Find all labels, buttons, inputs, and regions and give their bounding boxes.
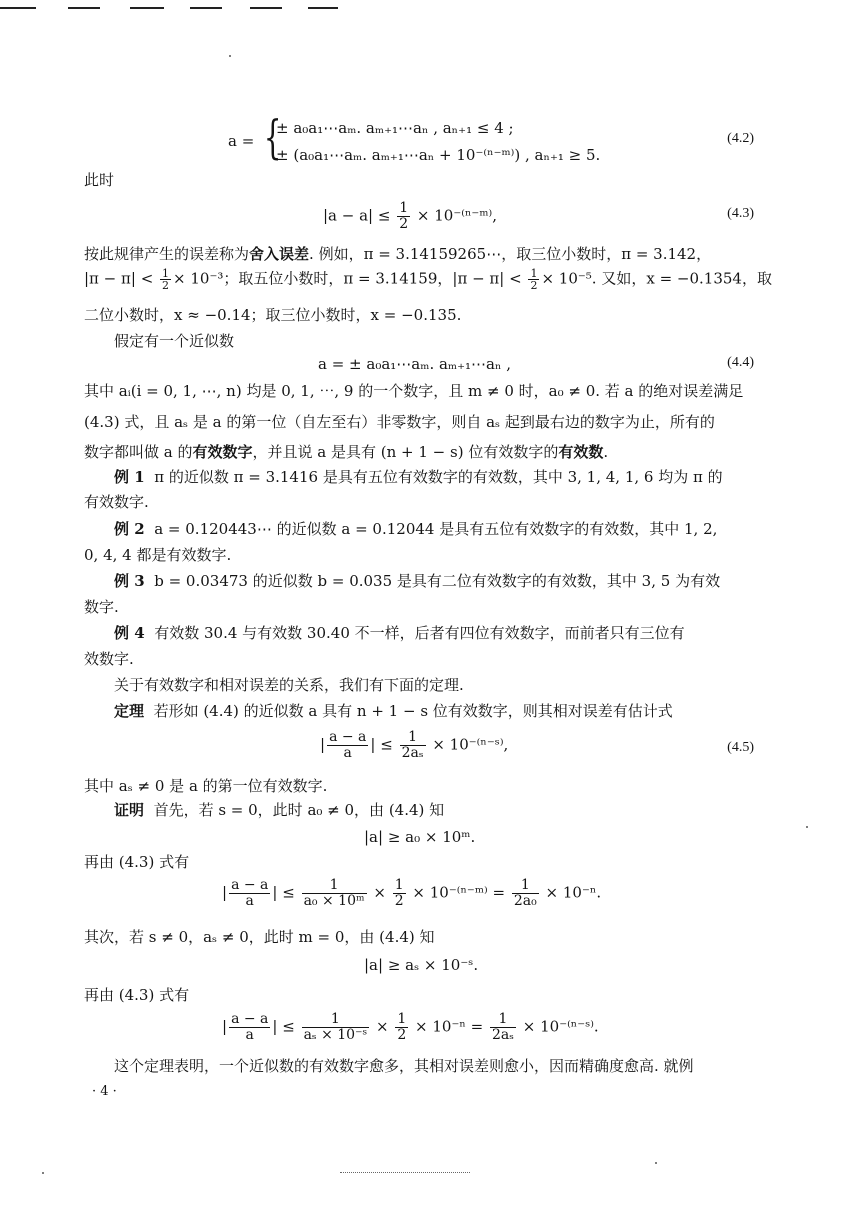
text-line (84, 244, 711, 264)
numerator: 1 (302, 1012, 370, 1028)
text-span: 数字都叫做 a 的 (84, 443, 193, 461)
numerator: a − a (231, 1011, 269, 1027)
denominator: 2 (394, 893, 404, 909)
text-line: 再由 (4.3) 式有 (84, 986, 190, 1004)
header-rule (130, 7, 164, 9)
fraction (512, 878, 539, 909)
text-span: . 例如，π = 3.14159265⋯，取三位小数时，π = 3.142， (309, 245, 712, 263)
text-line: 效数字. (84, 650, 134, 668)
denominator: 2 (399, 216, 409, 232)
equation-number: (4.4) (727, 355, 754, 370)
example-1 (114, 467, 723, 487)
fraction (160, 268, 171, 291)
equation-4-5: | $\frac{a - a}{a}$ | ≤ $\frac{1}{\text{2aₛ}}$ × 10⁻⁽ⁿ⁻ˢ⁾, (320, 729, 509, 761)
text-line: 关于有效数字和相对误差的关系，我们有下面的定理. (114, 676, 464, 694)
text-span: 按此规律产生的误差称为 (84, 245, 250, 263)
fraction (528, 268, 539, 291)
scan-speck (42, 1172, 44, 1174)
fraction (302, 878, 367, 909)
header-rule (0, 7, 36, 9)
fraction (302, 1012, 370, 1043)
header-rule (250, 7, 282, 9)
equation-4-2-case2: ± (a₀a₁⋯aₘ. aₘ₊₁⋯aₙ + 10⁻⁽ⁿ⁻ᵐ⁾) , aₙ₊₁ ≥ 5. (276, 146, 601, 164)
eq-mid: × 10⁻ⁿ = (415, 1017, 484, 1036)
eq-op: ≤ (282, 883, 295, 902)
equation-4-3 (323, 201, 497, 232)
text-span: 有效数 30.4 与有效数 30.40 不一样，后者有四位有效数字，而前者只有三位有 (154, 624, 685, 642)
proof-equation-3: |a| ≥ aₛ × 10⁻ˢ. (364, 956, 479, 974)
fraction (327, 730, 368, 761)
numerator: 1 (490, 1012, 516, 1028)
eq-lhs: |a − a| ≤ (323, 206, 391, 225)
text-span: b = 0.03473 的近似数 b = 0.035 是具有二位有效数字的有效数，其中 3, 5 为有效 (154, 572, 721, 590)
fraction (395, 1012, 408, 1043)
left-brace: { (263, 110, 282, 164)
denominator: 2 (162, 279, 170, 292)
equation-4-2-lhs: a = (228, 132, 255, 150)
proof-equation-2: | $\frac{a - a}{a}$ | ≤ $\frac{1}{\text{a₀ × 10ᵐ}}$ × $\frac{1}{2}$ × 10⁻⁽ⁿ⁻ᵐ⁾ = $\frac{1}{\text{2a₀}}$ × 10⁻ⁿ. (222, 877, 602, 909)
equation-4-2-case1: ± a₀a₁⋯aₘ. aₘ₊₁⋯aₙ , aₙ₊₁ ≤ 4 ; (276, 119, 514, 137)
eq-op: × (375, 1017, 389, 1036)
eq-rhs: × 10⁻⁽ⁿ⁻ᵐ⁾, (416, 206, 498, 225)
text-line: 二位小数时，x ≈ −0.14；取三位小数时，x = −0.135. (84, 306, 462, 324)
equation-number: (4.2) (727, 131, 754, 146)
denominator: a (245, 1027, 254, 1043)
denominator: 2 (397, 1027, 407, 1043)
text-span: a = 0.120443⋯ 的近似数 a = 0.12044 是具有五位有效数字的有效数，其中 1, 2, (154, 520, 718, 538)
text-line: (4.3) 式，且 aₛ 是 a 的第一位（自左至右）非零数字，则自 aₛ 起到最右边的数字为止，所有的 (84, 413, 715, 431)
eq-op: ≤ (380, 735, 393, 754)
fraction (229, 1012, 270, 1043)
numerator: 1 (530, 267, 538, 280)
eq-op: × (373, 883, 386, 902)
proof-equation-1: |a| ≥ a₀ × 10ᵐ. (364, 828, 476, 846)
text-line: 假定有一个近似数 (114, 332, 235, 350)
equation-4-4: a = ± a₀a₁⋯aₘ. aₘ₊₁⋯aₙ , (318, 355, 512, 373)
text-span: × 10⁻⁵. 又如，x = −0.1354，取 (541, 269, 772, 288)
denominator: 2a₀ (513, 893, 537, 909)
example-4 (114, 623, 685, 643)
example-3 (114, 571, 720, 591)
eq-mid: × 10⁻⁽ⁿ⁻ᵐ⁾ = (412, 883, 506, 902)
denominator: a (343, 745, 352, 761)
denominator: a₀ × 10ᵐ (303, 893, 365, 909)
text-line (84, 268, 772, 291)
text-span: ，并且说 a 是具有 (n + 1 − s) 位有效数字的 (252, 443, 559, 461)
term-significant-number: 有效数 (558, 443, 604, 461)
proof-label: 证明 (114, 801, 145, 819)
text-span: 首先，若 s = 0，此时 a₀ ≠ 0，由 (4.4) 知 (153, 801, 445, 819)
theorem-label: 定理 (114, 702, 145, 720)
denominator: aₛ × 10⁻ˢ (303, 1027, 368, 1043)
proof-equation-4: | $\frac{a - a}{a}$ | ≤ $\frac{1}{\text{aₛ × 10⁻ˢ}}$ × $\frac{1}{2}$ × 10⁻ⁿ = $\frac{1}{\text{2aₛ}}$ × 10⁻⁽ⁿ⁻ˢ⁾. (222, 1011, 599, 1043)
example-label: 例 2 (114, 520, 145, 538)
numerator: 1 (162, 267, 170, 280)
equation-number: (4.3) (727, 206, 754, 221)
eq-op: ≤ (282, 1017, 295, 1036)
denominator: 2aₛ (401, 745, 424, 761)
example-2 (114, 519, 717, 539)
text-line (84, 442, 608, 462)
header-rule (308, 7, 338, 9)
scan-speck (655, 1162, 657, 1164)
text-line: 有效数字. (84, 493, 149, 511)
numerator: 1 (394, 877, 404, 893)
term-rounding-error: 舍入误差 (249, 245, 310, 263)
term-significant-digit: 有效数字 (192, 443, 253, 461)
text-span: |π − π| < (84, 269, 154, 288)
denominator: a (245, 893, 254, 909)
text-span: × 10⁻³；取五位小数时，π = 3.14159，|π − π| < (173, 269, 522, 288)
text-span: 若形如 (4.4) 的近似数 a 具有 n + 1 − s 位有效数字，则其相对误差有估计式 (153, 702, 673, 720)
text-line: 再由 (4.3) 式有 (84, 853, 190, 871)
example-label: 例 4 (114, 624, 145, 642)
numerator: 1 (399, 200, 409, 216)
fraction (229, 878, 270, 909)
text-line: 这个定理表明，一个近似数的有效数字愈多，其相对误差则愈小，因而精确度愈高. 就例 (114, 1057, 694, 1075)
example-label: 例 3 (114, 572, 145, 590)
text-line: 0, 4, 4 都是有效数字. (84, 546, 232, 564)
fraction (393, 878, 406, 909)
header-rule (190, 7, 222, 9)
denominator: 2aₛ (492, 1027, 514, 1043)
scan-artifact (340, 1172, 470, 1174)
header-rule (68, 7, 100, 9)
denominator: 2 (530, 279, 538, 292)
text-line: 数字. (84, 598, 119, 616)
fraction (397, 201, 410, 232)
eq-rhs: × 10⁻ⁿ. (545, 883, 602, 902)
eq-rhs: × 10⁻⁽ⁿ⁻ˢ⁾. (522, 1017, 599, 1036)
proof (114, 800, 444, 820)
text-line: 其中 aᵢ(i = 0, 1, ⋯, n) 均是 0, 1, ⋯, 9 的一个数字，且 m ≠ 0 时，a₀ ≠ 0. 若 a 的绝对误差满足 (84, 382, 744, 400)
text-span: π 的近似数 π = 3.1416 是具有五位有效数字的有效数，其中 3, 1, 4, 1, 6 均为 π 的 (154, 468, 723, 486)
text-line: 其次，若 s ≠ 0，aₛ ≠ 0，此时 m = 0，由 (4.4) 知 (84, 928, 435, 946)
equation-number: (4.5) (727, 740, 754, 755)
scan-speck (229, 55, 231, 57)
text-span: . (603, 443, 609, 461)
numerator: a − a (231, 877, 269, 893)
eq-rhs: × 10⁻⁽ⁿ⁻ˢ⁾, (432, 735, 509, 754)
numerator: 1 (397, 1011, 407, 1027)
fraction (490, 1012, 516, 1043)
text-line: 其中 aₛ ≠ 0 是 a 的第一位有效数字. (84, 777, 328, 795)
numerator: 1 (302, 878, 367, 894)
theorem (114, 701, 673, 721)
fraction (400, 730, 426, 761)
numerator: 1 (512, 878, 539, 894)
numerator: a − a (329, 729, 367, 745)
example-label: 例 1 (114, 468, 145, 486)
scan-speck (806, 826, 808, 828)
page-number: · 4 · (92, 1084, 117, 1099)
numerator: 1 (400, 730, 426, 746)
text-line: 此时 (84, 171, 115, 189)
